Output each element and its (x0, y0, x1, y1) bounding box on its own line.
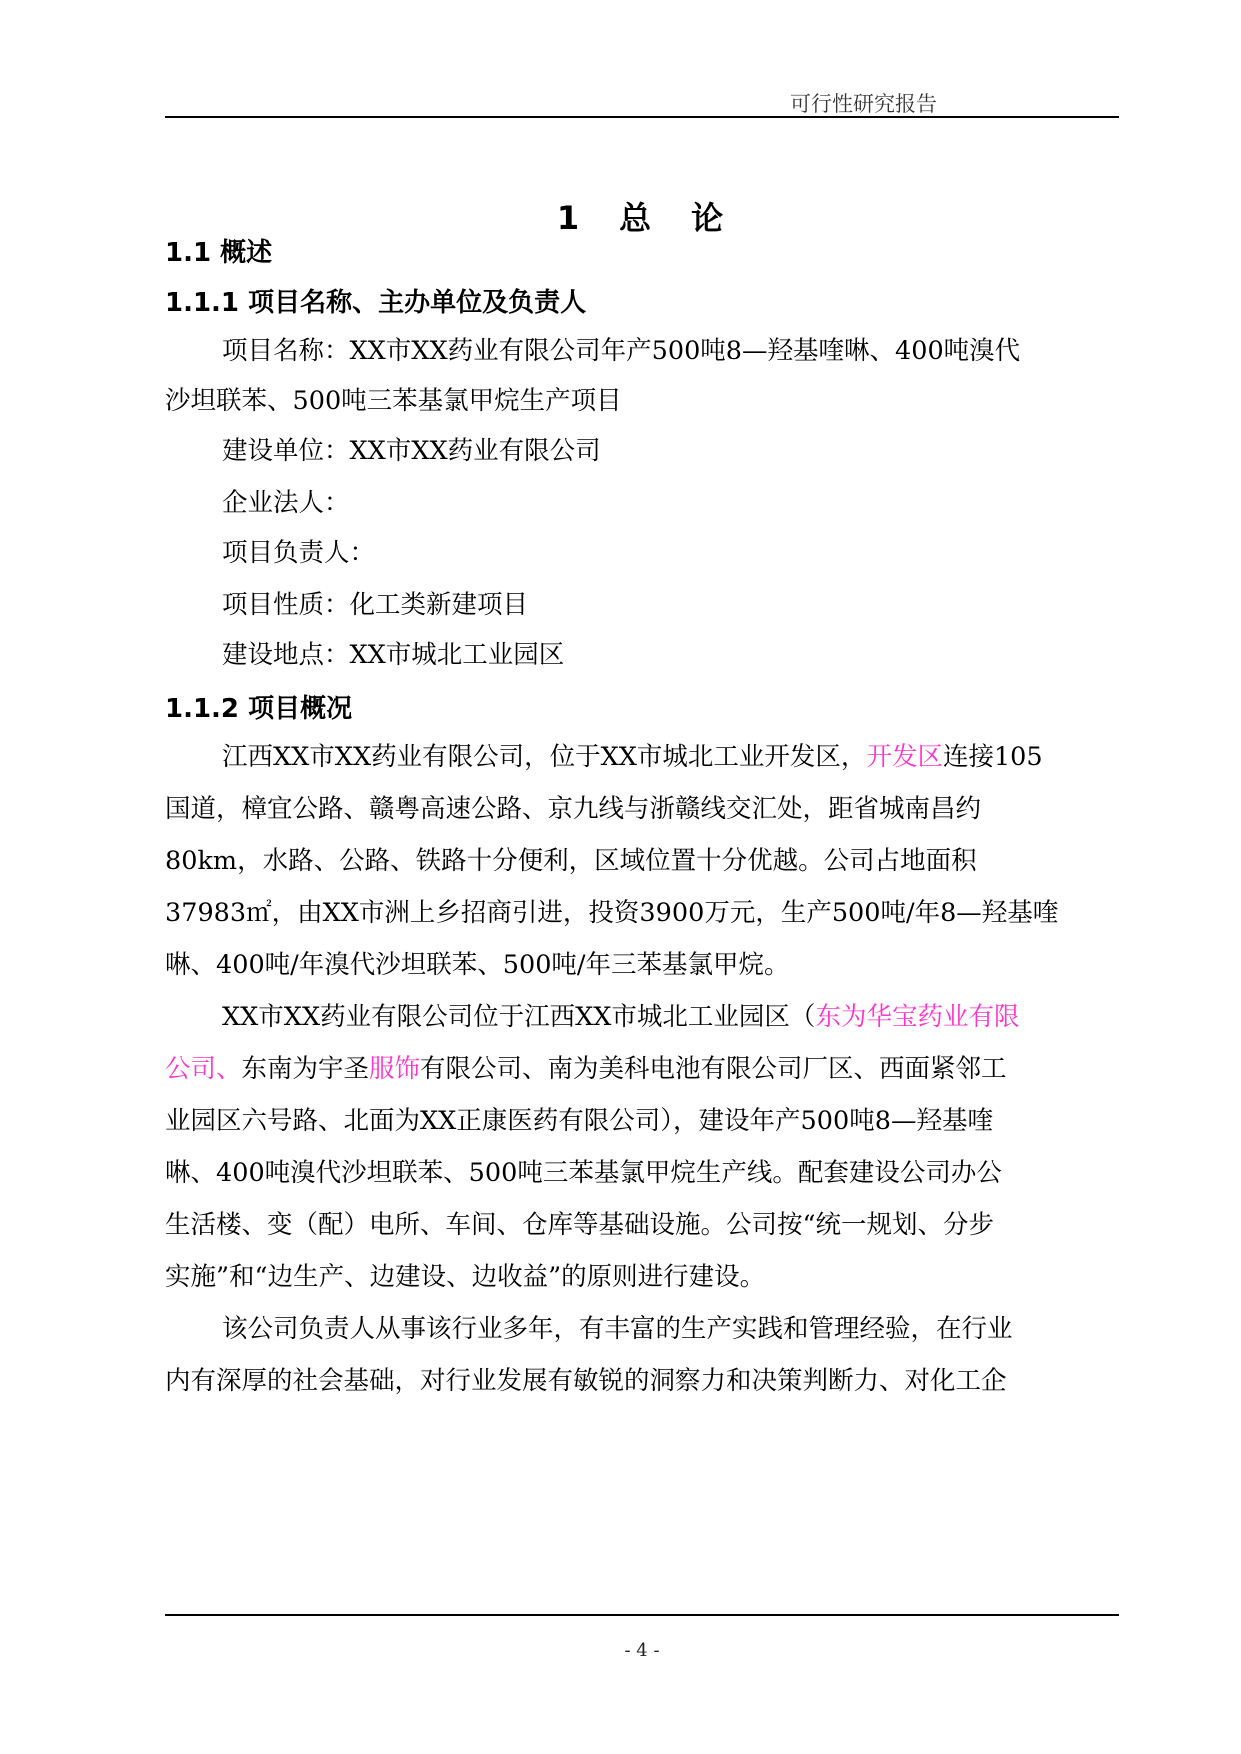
project-location-line: 建设地点：XX市城北工业园区 (222, 640, 565, 670)
para3-line-1: 该公司负责人从事该行业多年，有丰富的生产实践和管理经验，在行业 (222, 1314, 1013, 1344)
section-heading-1-1-2: 1.1.2 项目概况 (165, 694, 353, 724)
builder-line: 建设单位：XX市XX药业有限公司 (222, 436, 601, 466)
para2-line-1 (222, 1000, 1119, 1034)
para2-line-3: 业园区六号路、北面为XX正康医药有限公司），建设年产500吨8—羟基喹 (165, 1106, 993, 1136)
para2-line-6: 实施”和“边生产、边建设、边收益”的原则进行建设。 (165, 1262, 766, 1292)
project-name-line-1: 项目名称：XX市XX药业有限公司年产500吨8—羟基喹啉、400吨溴代 (222, 336, 1021, 366)
para2-line-2-highlight-2: 服饰 (369, 1054, 421, 1084)
section-heading-1-1-1: 1.1.1 项目名称、主办单位及负责人 (165, 288, 587, 318)
project-name-line-2: 沙坦联苯、500吨三苯基氯甲烷生产项目 (165, 386, 622, 416)
para1-line-5: 啉、400吨/年溴代沙坦联苯、500吨/年三苯基氯甲烷。 (165, 950, 790, 980)
para2-line-2-text-a: 东南为宇圣 (241, 1054, 370, 1084)
para1-line-3: 80km，水路、公路、铁路十分便利，区域位置十分优越。公司占地面积 (165, 846, 977, 876)
para1-line-1-text-b: 连接105 (942, 742, 1043, 772)
para2-line-2-text-b: 有限公司、南为美科电池有限公司厂区、西面紧邻工 (420, 1054, 1007, 1084)
para2-line-1-text-a: XX市XX药业有限公司位于江西XX市城北工业园区（ (222, 1002, 816, 1032)
section-heading-1-1: 1.1 概述 (165, 238, 273, 268)
para2-line-1-highlight: 东为华宝药业有限 (815, 1002, 1020, 1032)
footer-rule (165, 1614, 1119, 1616)
para1-line-1-highlight: 开发区 (866, 742, 943, 772)
para1-line-1 (222, 740, 1119, 774)
para1-line-2: 国道，樟宜公路、赣粤高速公路、京九线与浙赣线交汇处，距省城南昌约 (165, 794, 982, 824)
project-nature-line: 项目性质：化工类新建项目 (222, 590, 529, 620)
para2-line-4: 啉、400吨溴代沙坦联苯、500吨三苯基氯甲烷生产线。配套建设公司办公 (165, 1158, 1002, 1188)
legal-person-line: 企业法人： (222, 488, 350, 518)
para2-line-2 (165, 1052, 1119, 1086)
running-header: 可行性研究报告 (790, 92, 937, 116)
header-rule (165, 116, 1119, 118)
para2-line-5: 生活楼、变（配）电所、车间、仓库等基础设施。公司按“统一规划、分步 (165, 1210, 995, 1240)
para1-line-4: 37983㎡，由XX市洲上乡招商引进，投资3900万元，生产500吨/年8—羟基喹 (165, 898, 1059, 928)
project-leader-line: 项目负责人： (222, 538, 376, 568)
para2-line-2-highlight-1: 公司、 (165, 1054, 242, 1084)
page-number: - 4 - (624, 1640, 660, 1661)
para1-line-1-text-a: 江西XX市XX药业有限公司，位于XX市城北工业开发区， (222, 742, 867, 772)
para3-line-2: 内有深厚的社会基础，对行业发展有敏锐的洞察力和决策判断力、对化工企 (165, 1366, 1007, 1396)
chapter-title: 1 总 论 (556, 199, 728, 237)
